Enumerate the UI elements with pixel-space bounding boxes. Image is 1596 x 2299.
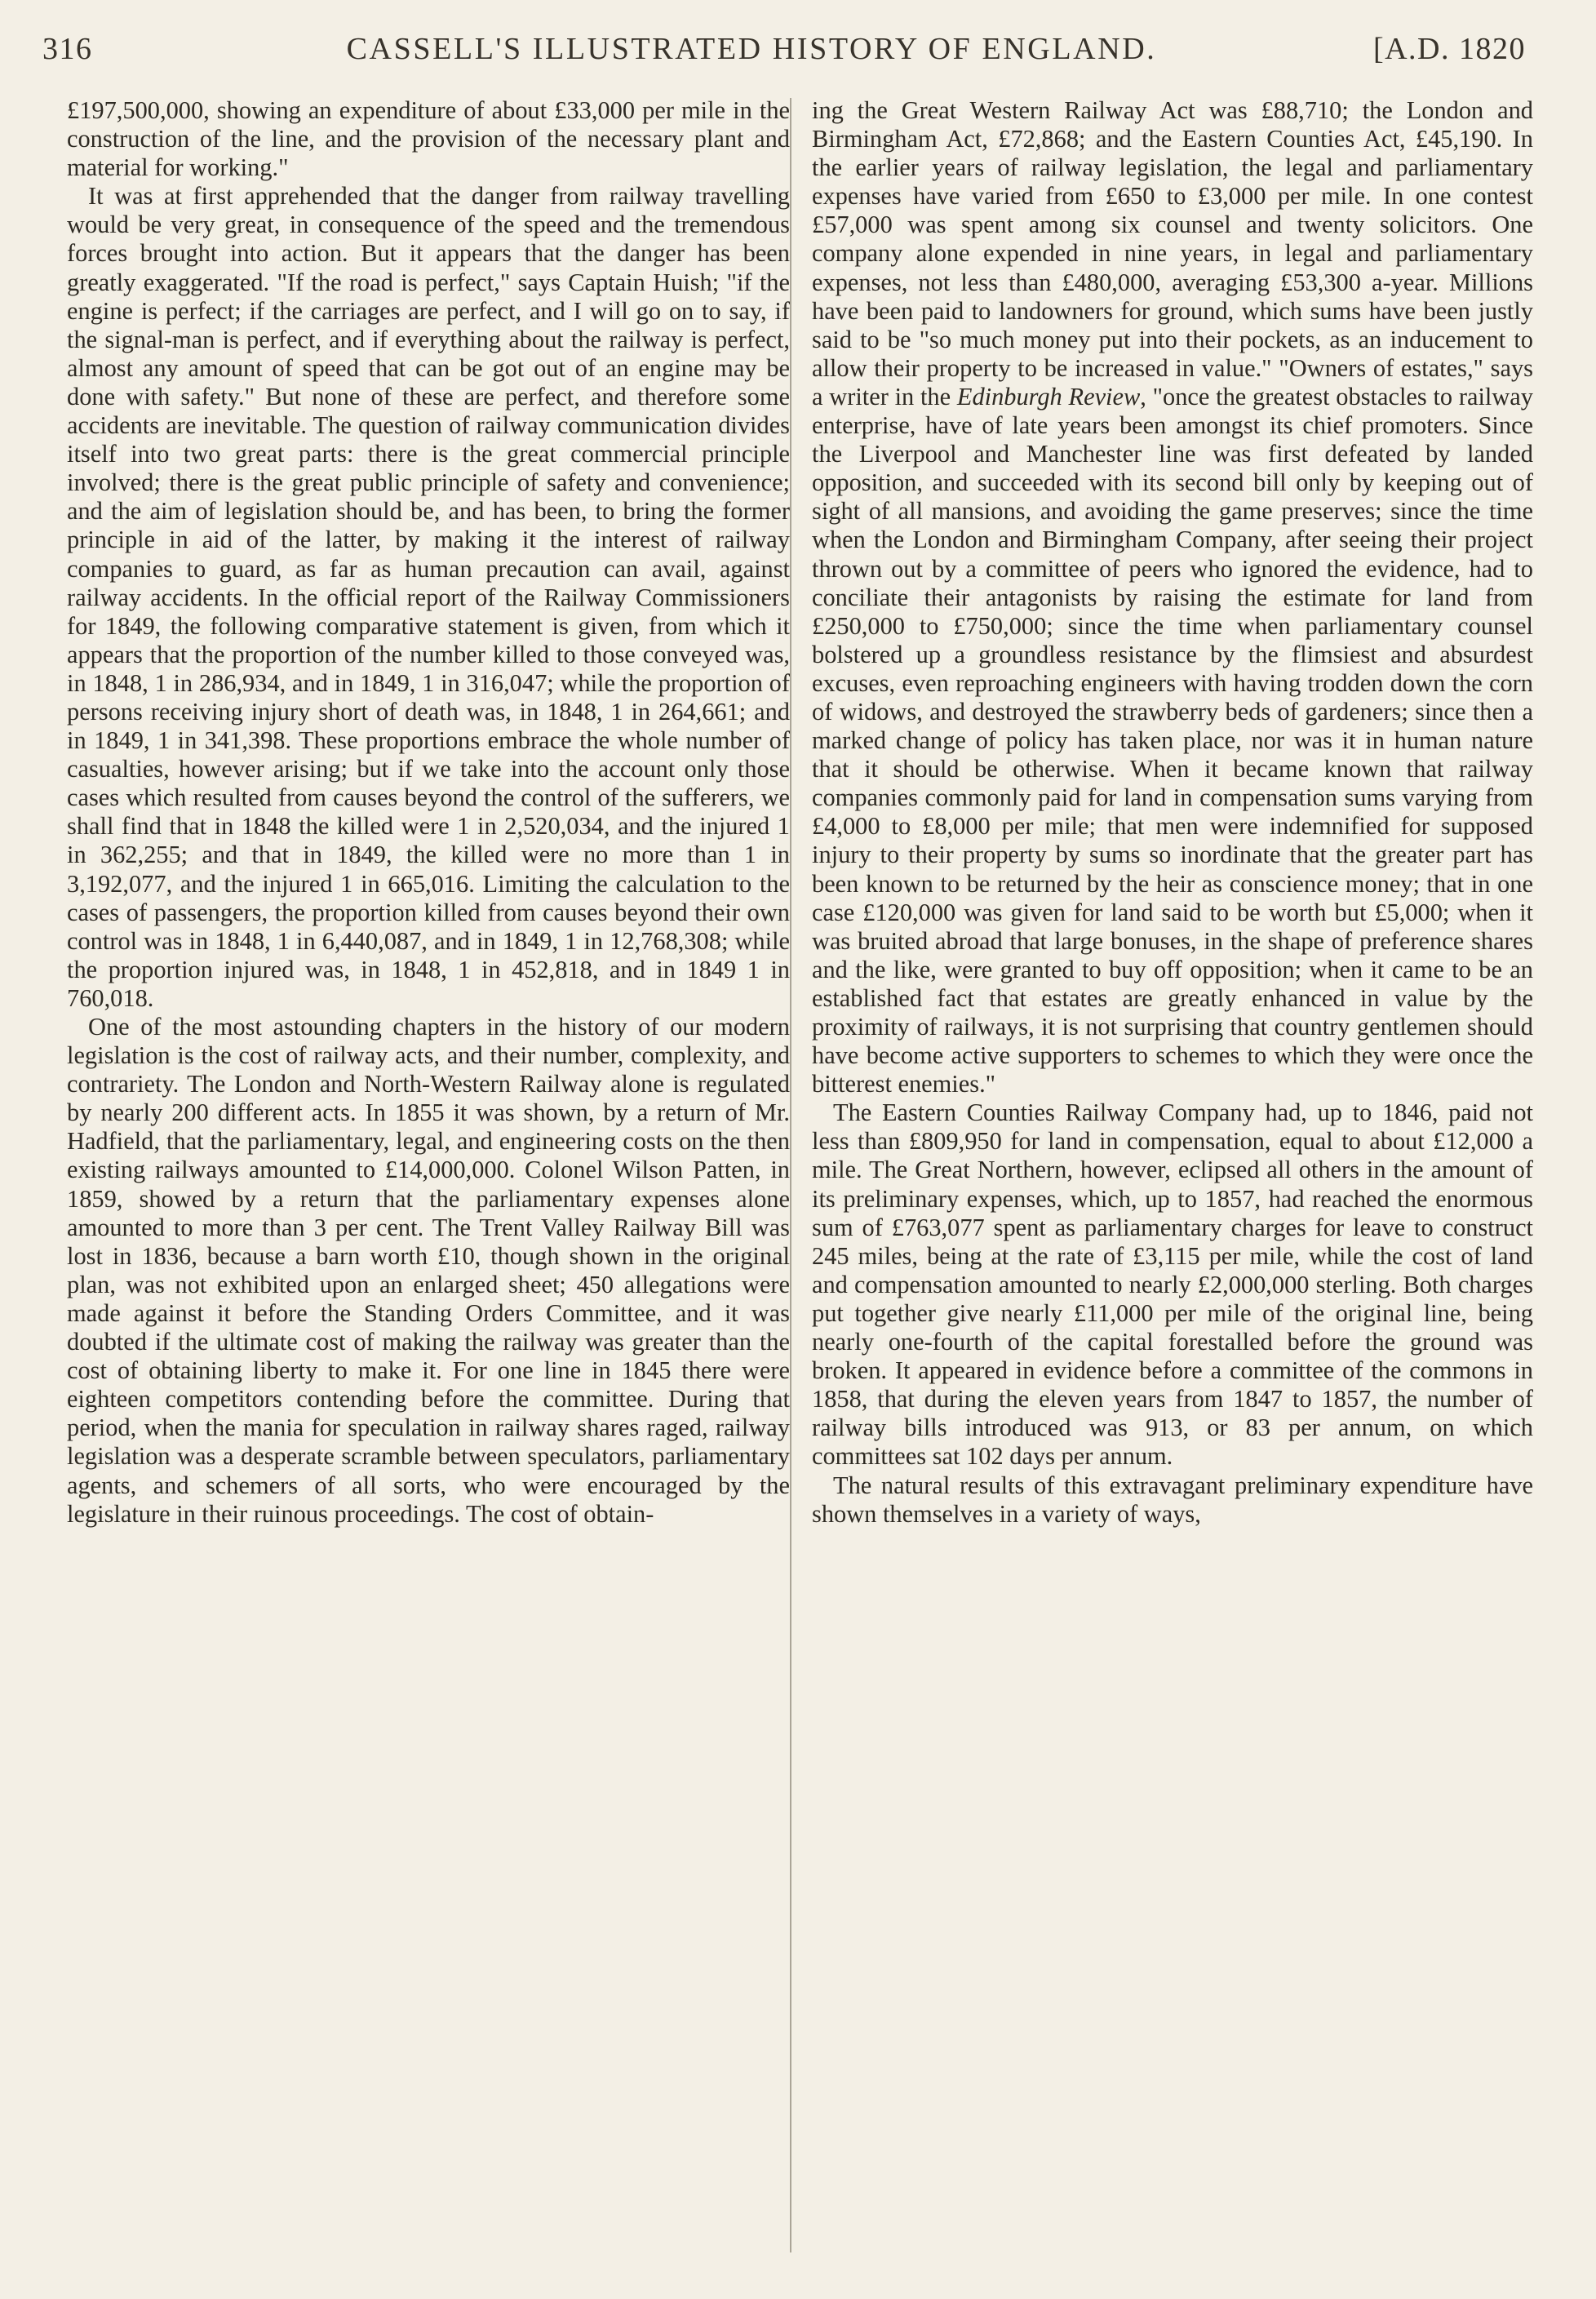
paragraph <box>812 96 1533 1098</box>
running-head-date: [A.D. 1820 <box>1372 32 1526 66</box>
running-head <box>42 31 1526 77</box>
paragraph-text: ing the Great Western Railway Act was £88,710; the London and Birmingham Act, £72,868; and the Eastern Counties Act, £45,190. In the earlier years of railway legislation, the legal and parliamentary expenses have varied from £650 to £3,000 per mile. In one contest £57,000 was spent among six counsel and twenty solicitors. One company alone expended in nine years, in legal and parliamentary expenses, not less than £480,000, averaging £53,300 a-year. Millions have been paid to landowners for ground, which sums have been justly said to be "so much money put into their pockets, as an inducement to allow their property to be increased in value." "Owners of estates," says a writer in the <box>812 96 1533 411</box>
paragraph: It was at first apprehended that the danger from railway travelling would be very great, in consequence of the speed and the tremendous forces brought into action. But it appears that the danger has been greatly exaggerated. "If the road is perfect," says Captain Huish; "if the engine is perfect; if the carriages are perfect, and I will go on to say, if the signal-man is perfect, and if everything about the railway is perfect, almost any amount of speed that can be got out of an engine may be done with safety." But none of these are perfect, and therefore some accidents are inevitable. The question of railway communication divides itself into two great parts: there is the great commercial principle involved; there is the great public principle of safety and convenience; and the aim of legislation should be, and has been, to bring the former principle in aid of the latter, by making it the interest of railway companies to guard, as far as human precaution can avail, against railway accidents. In the official report of the Railway Commissioners for 1849, the following comparative statement is given, from which it appears that the proportion of the number killed to those conveyed was, in 1848, 1 in 286,934, and in 1849, 1 in 316,047; while the proportion of persons receiving injury short of death was, in 1848, 1 in 264,661; and in 1849, 1 in 341,398. These proportions embrace the whole number of casualties, however arising; but if we take into the account only those cases which resulted from causes beyond the control of the sufferers, we shall find that in 1848 the killed were 1 in 2,520,034, and the injured 1 in 362,255; and that in 1849, the killed were no more than 1 in 3,192,077, and the injured 1 in 665,016. Limiting the calculation to the cases of passengers, the proportion killed from causes beyond their own control was in 1848, 1 in 6,440,087, and in 1849, 1 in 12,768,308; while the proportion injured was, in 1848, 1 in 452,818, and in 1849 1 in 760,018. <box>67 182 790 1012</box>
book-title: CASSELL'S ILLUSTRATED HISTORY OF ENGLAND. <box>346 32 1157 66</box>
right-column <box>812 96 1533 1529</box>
column-divider <box>790 98 791 2252</box>
publication-title: Edinburgh Review <box>956 382 1141 411</box>
left-column <box>67 96 790 1529</box>
paragraph: One of the most astounding chapters in the history of our modern legislation is the cost of railway acts, and their number, complexity, and contrariety. The London and North-Western Railway alone is regulated by nearly 200 different acts. In 1855 it was shown, by a return of Mr. Hadfield, that the parliamentary, legal, and engineering costs on the then existing railways amounted to £14,000,000. Colonel Wilson Patten, in 1859, showed by a return that the parliamentary expenses alone amounted to more than 3 per cent. The Trent Valley Railway Bill was lost in 1836, because a barn worth £10, though shown in the original plan, was not exhibited upon an enlarged sheet; 450 allegations were made against it before the Standing Orders Committee, and it was doubted if the ultimate cost of making the railway was greater than the cost of obtaining liberty to make it. For one line in 1845 there were eighteen competitors contending before the committee. During that period, when the mania for speculation in railway shares raged, railway legislation was a desperate scramble between speculators, parliamentary agents, and schemers of all sorts, who were encouraged by the legislature in their ruinous proceedings. The cost of obtain- <box>67 1013 790 1528</box>
paragraph: The natural results of this extravagant preliminary expenditure have shown themselves in a variety of ways, <box>812 1471 1533 1528</box>
paragraph: The Eastern Counties Railway Company had, up to 1846, paid not less than £809,950 for land in compensation, equal to about £12,000 a mile. The Great Northern, however, eclipsed all others in the amount of its preliminary expenses, which, up to 1857, had reached the enormous sum of £763,077 spent as parliamentary charges for leave to construct 245 miles, being at the rate of £3,115 per mile, while the cost of land and compensation amounted to nearly £2,000,000 sterling. Both charges put together give nearly £11,000 per mile of the original line, being nearly one-fourth of the capital forestalled before the ground was broken. It appeared in evidence before a committee of the commons in 1858, that during the eleven years from 1847 to 1857, the number of railway bills introduced was 913, or 83 per annum, on which committees sat 102 days per annum. <box>812 1098 1533 1471</box>
paragraph: £197,500,000, showing an expenditure of about £33,000 per mile in the construction of the line, and the provision of the necessary plant and material for working." <box>67 96 790 182</box>
page-number: 316 <box>42 32 93 66</box>
paragraph-text: , "once the greatest obstacles to railway enterprise, have of late years been amongst its chief promoters. Since the Liverpool and Manchester line was first defeated by landed opposition, and succeeded with its second bill only by keeping out of sight of all mansions, and avoiding the game preserves; since the time when the London and Birmingham Company, after seeing their project thrown out by a committee of peers who ignored the evidence, had to conciliate their antagonists by raising the estimate for land from £250,000 to £750,000; since the time when parliamentary counsel bolstered up a groundless resistance by the flimsiest and absurdest excuses, even reproaching engineers with having trodden down the corn of widows, and destroyed the strawberry beds of gardeners; since then a marked change of policy has taken place, nor was it in human nature that it should be otherwise. When it became known that railway companies commonly paid for land in compensation sums varying from £4,000 to £8,000 per mile; that men were indemnified for supposed injury to their property by sums so inordinate that the greater part has been known to be returned by the heir as conscience money; that in one case £120,000 was given for land said to be worth but £5,000; when it was bruited abroad that large bonuses, in the shape of preference shares and the like, were granted to buy off opposition; when it came to be an established fact that estates are greatly enhanced in value by the proximity of railways, it is not surprising that country gentlemen should have become active supporters to schemes to which they were once the bitterest enemies." <box>812 382 1533 1098</box>
